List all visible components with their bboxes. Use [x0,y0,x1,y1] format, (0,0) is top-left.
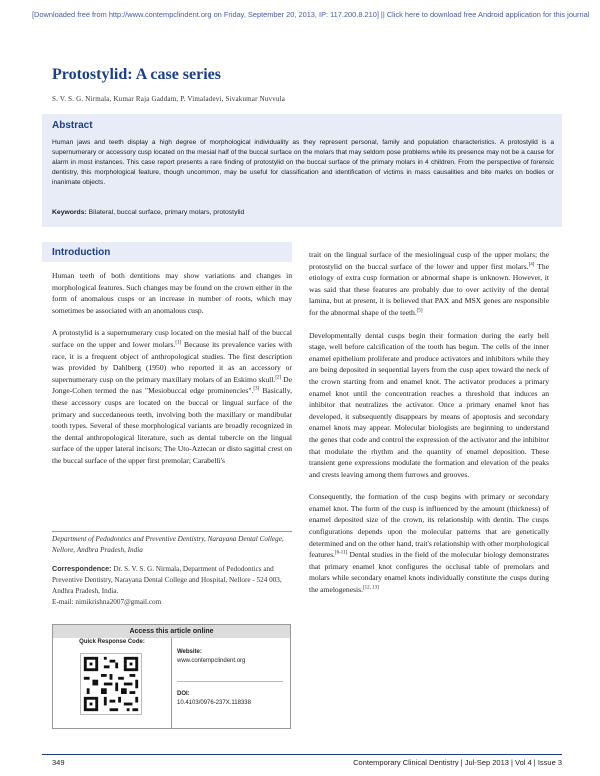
abstract-heading: Abstract [52,120,93,131]
intro-paragraph [52,327,292,466]
text-run: Dental studies in the field of the molecular biology demonstrates that primary enamel knot configures the occlusal table of premolars and molars while secondary enamel knots individually constitute the cusps during the amelogenesis. [309,550,549,595]
author-list: S. V. S. G. Nirmala, Kumar Raja Gaddam, P. Vimaladevi, Sivakumar Nuvvula [52,95,286,103]
text-run: Basically, these accessory cusps are located on the buccal or lingual surface of the primary and succedaneous teeth, involving both the maxillary or mandibular tooth types. Several of these morphological variants are broadly recognized in the dental anthropological literature, such as dental tubercle on the lingual surface of the upper lateral incisors; The Uto-Aztecan or disto sagittal crest on the buccal surface of the upper first premolar; Carabelli's [52,386,292,465]
introduction-heading: Introduction [52,247,111,258]
affiliation: Department of Pedodontics and Preventive Dentistry, Narayana Dental College, Nellore, Andhra Pradesh, India [52,531,292,555]
page-number: 349 [52,758,65,767]
qr-label: Quick Response Code: [79,639,145,645]
article-title: Protostylid: A case series [52,66,222,83]
keywords-list: Bilateral, buccal surface, primary molars, protostylid [88,209,245,216]
qr-code-icon[interactable] [80,653,142,715]
intro-paragraph [309,491,549,595]
citation-link[interactable]: [4] [528,262,535,268]
access-online-box [52,624,291,729]
footer-rule [42,754,562,755]
access-heading: Access this article online [53,625,290,638]
correspondence-label: Correspondence: [52,564,112,573]
citation-link[interactable]: [2] [275,375,282,381]
keywords [52,209,244,216]
keywords-label: Keywords: [52,209,87,216]
right-column [309,249,549,607]
text-run: Consequently, the formation of the cusp begins with primary or secondary enamel knot. The form of the cusp is influenced by the amount (thickness) of enamel deposited size of the crown, its relationship with dentin. The cusps configurations depends upon the molecular patterns that are genetically determined and on the other hand, trait's relationship with other morphological features. [309,492,549,560]
citation-link[interactable]: [5] [416,308,423,314]
citation-link[interactable]: [1] [175,340,182,346]
citation-link[interactable]: [12, 13] [362,585,379,591]
text-run: De Jonge-Cohen termed the nas "Mesiobuccal edge prominencies". [52,374,292,396]
text-run: Because its prevalence varies with race, it is a frequent object of anthropological studies. The first description was provided by Dahlberg (1950) who reported it as an accessory or supernumerary cusp on the primary maxillary molars of an Eskimo skull. [52,339,293,384]
intro-paragraph: Developmentally dental cusps begin their formation during the early bell stage, well before calcification of the tooth has begun. The cells of the inner enamel epithelium proliferate and produce activators and inhibitors while they are being deposited in sequential layers from the cusp apex toward the neck of the crown starting from and enamel knot. The activator produces a primary enamel knot until the concentration reaches a threshold that induces an inhibitor that neutralizes the activator. Once a primary enamel knot has developed, it subsequently disappears by means of apoptosis and secondary enamel knots may appear. Molecular biologists are beginning to understand the genes that code and control the expression of the activator and the inhibitor that modulate the rhythm and the quantity of enamel deposition. These transient gene expressions modulate the formation and elevation of the peaks and crests leaving among them furrows and grooves. [309,330,549,479]
box-rule [177,681,283,682]
website-label: Website: [177,649,202,655]
text-run: The etiology of extra cusp formation or abnormal shape is unknown. However, it was said that these features are probably due to over activity of the dental lamina, but at present, it is believed that PAX and MSX genes are responsible for the abnormal shape of the teeth. [309,261,549,317]
correspondence [52,563,292,608]
text-run: trait on the lingual surface of the mesiolingual cusp of the upper molars; the protostylid on the buccal surface of the lower and upper first molars. [309,250,549,271]
intro-paragraph [309,249,549,319]
correspondence-text: Dr. S. V. S. G. Nirmala, Department of Pedodontics and Preventive Dentistry, Narayana Dental College and Hospital, Nellore - 524 003, Andhra Pradesh, India. [52,565,282,595]
abstract-text: Human jaws and teeth display a high degree of morphological individuality as they represent personal, family and population characteristics. A protostylid is a supernumerary or accessory cusp located on the mesial half of the buccal surface on the molars that may seldom pose problems while its presence may not be a cause for alarm in most instances. This case report presents a rare finding of protostylid on the buccal surface of the primary molars in 4 children. From the perspective of forensic dentistry, this morphological feature, though uncommon, may be useful for classification and identification of victims in mass causalities and bite marks on bodies or inanimate objects. [52,139,554,186]
introduction-bar [42,242,292,262]
text-run: A protostylid is a supernumerary cusp located on the mesial half of the buccal surface on the upper and lower molars. [52,328,292,349]
download-banner-link[interactable]: [Downloaded free from http://www.contempclindent.org on Friday, September 20, 2013, IP: 117.200.8.210] || Click here to download free Android application for this journal [32,10,590,19]
website-link[interactable]: www.contempclindent.org [177,658,246,664]
citation-link[interactable]: [6-11] [334,550,348,556]
doi-value[interactable]: 10.4103/0976-237X.118338 [177,700,251,706]
doi-label: DOI: [177,691,190,697]
journal-footer: Contemporary Clinical Dentistry | Jul-Sep 2013 | Vol 4 | Issue 3 [353,758,562,767]
left-column [52,270,292,478]
email-address[interactable]: E-mail: nimikrishna2007@gmail.com [52,598,162,606]
box-divider [171,638,172,728]
citation-link[interactable]: [3] [253,386,260,392]
intro-paragraph: Human teeth of both dentitions may show variations and changes in morphological features. Such changes may be found on the crown either in the form of anomalous cusps or an increase in number of roots, which may sometimes be associated with an anomalous cusp. [52,271,292,315]
